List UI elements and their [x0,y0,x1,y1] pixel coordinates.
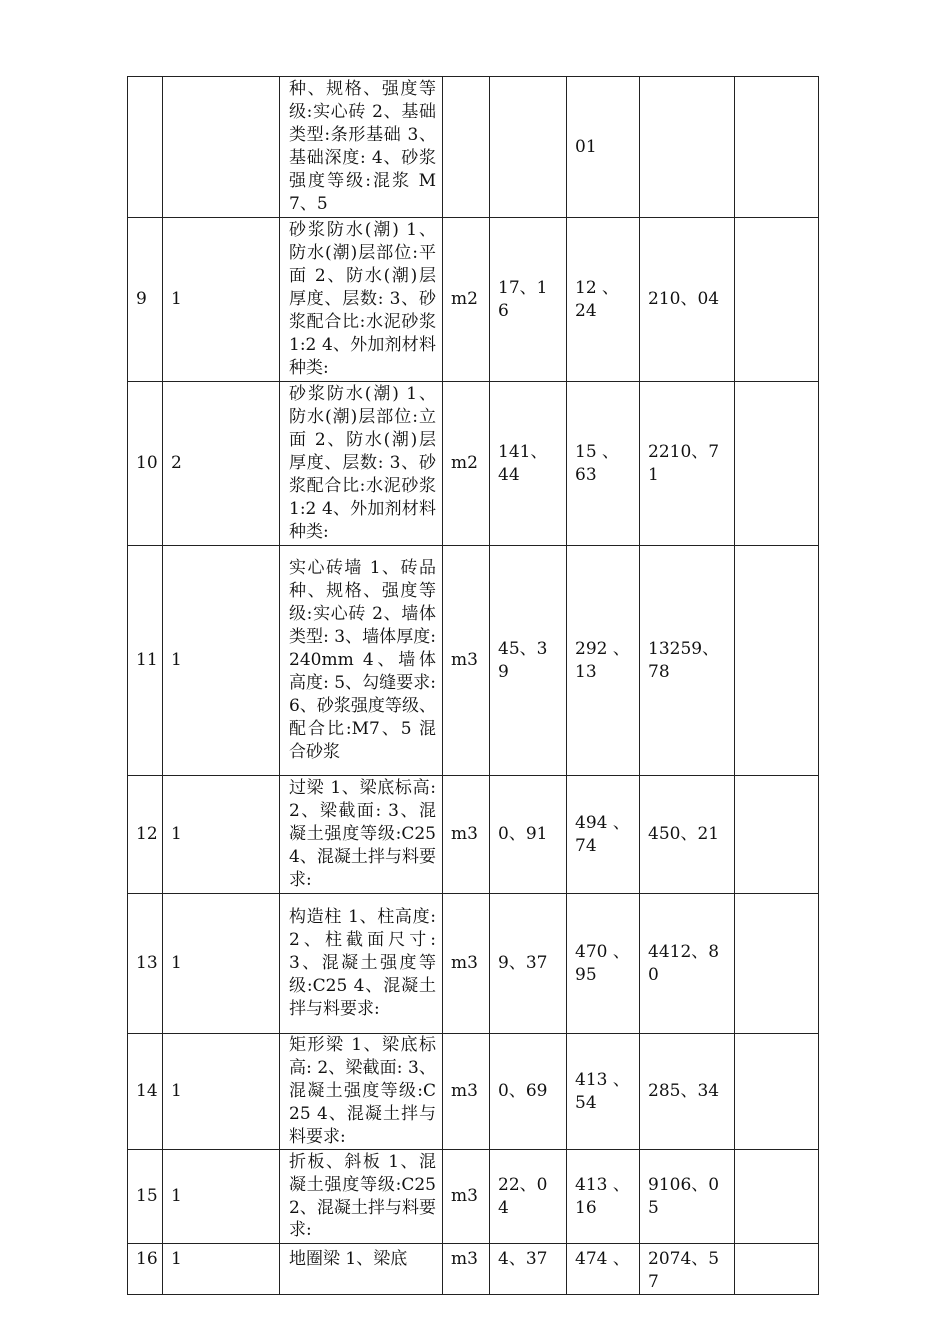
row-quantity: 1 [163,1150,280,1244]
row-total [640,77,735,218]
table-row [128,218,819,382]
bill-of-quantities-table [127,76,819,1295]
row-note [735,894,819,1034]
row-unit-price: 12 、 24 [567,218,640,382]
table-row [128,1244,819,1295]
row-quantity: 2 [163,382,280,546]
row-quantity: 1 [163,894,280,1034]
table-row [128,1150,819,1244]
table-row [128,77,819,218]
row-total: 450、21 [640,776,735,894]
row-unit-price: 292 、13 [567,546,640,776]
row-total: 285、34 [640,1034,735,1150]
row-unit-price: 474 、 [567,1244,640,1295]
row-amount [490,77,567,218]
quantity-table-page [127,76,818,1292]
row-amount: 0、91 [490,776,567,894]
row-quantity: 1 [163,1244,280,1295]
row-unit-price: 413 、54 [567,1034,640,1150]
row-unit: m3 [443,546,490,776]
row-number: 11 [128,546,163,776]
row-description: 矩形梁 1、梁底标高: 2、梁截面: 3、混凝土强度等级:C25 4、混凝土拌与料要求: [280,1034,443,1150]
row-description: 地圈梁 1、梁底 [280,1244,443,1295]
row-note [735,218,819,382]
row-description: 实心砖墙 1、砖品种、规格、强度等级:实心砖 2、墙体类型: 3、墙体厚度:240mm 4、墙体高度: 5、勾缝要求: 6、砂浆强度等级、配合比:M7、5 混合砂浆 [280,546,443,776]
row-quantity [163,77,280,218]
row-quantity: 1 [163,546,280,776]
row-description: 种、规格、强度等级:实心砖 2、基础类型:条形基础 3、基础深度: 4、砂浆强度等级:混浆 M7、5 [280,77,443,218]
row-unit: m3 [443,1150,490,1244]
row-unit: m3 [443,894,490,1034]
row-unit-price: 470 、95 [567,894,640,1034]
row-total: 4412、80 [640,894,735,1034]
row-number: 13 [128,894,163,1034]
row-total: 2210、71 [640,382,735,546]
table-row [128,1034,819,1150]
row-note [735,1244,819,1295]
row-unit: m3 [443,1244,490,1295]
row-number: 9 [128,218,163,382]
table-row [128,546,819,776]
row-amount: 22、04 [490,1150,567,1244]
row-unit-price: 494 、74 [567,776,640,894]
row-amount: 4、37 [490,1244,567,1295]
row-note [735,1150,819,1244]
row-unit-price: 01 [567,77,640,218]
row-quantity: 1 [163,776,280,894]
row-quantity: 1 [163,1034,280,1150]
row-unit [443,77,490,218]
row-unit: m2 [443,218,490,382]
row-number: 12 [128,776,163,894]
row-unit: m3 [443,1034,490,1150]
row-description: 砂浆防水(潮) 1、防水(潮)层部位:平面 2、防水(潮)层厚度、层数: 3、砂浆配合比:水泥砂浆 1:2 4、外加剂材料种类: [280,218,443,382]
row-description: 折板、斜板 1、混凝土强度等级:C25 2、混凝土拌与料要求: [280,1150,443,1244]
row-description: 构造柱 1、柱高度: 2、柱截面尺寸: 3、混凝土强度等级:C25 4、混凝土拌与料要求: [280,894,443,1034]
row-total: 210、04 [640,218,735,382]
row-amount: 45、39 [490,546,567,776]
row-note [735,382,819,546]
row-number: 14 [128,1034,163,1150]
row-amount: 0、69 [490,1034,567,1150]
row-note [735,77,819,218]
row-amount: 141、44 [490,382,567,546]
row-number: 10 [128,382,163,546]
row-amount: 17、16 [490,218,567,382]
row-number [128,77,163,218]
row-amount: 9、37 [490,894,567,1034]
table-row [128,894,819,1034]
row-total: 13259、78 [640,546,735,776]
row-note [735,1034,819,1150]
row-unit: m3 [443,776,490,894]
row-unit: m2 [443,382,490,546]
row-description: 过梁 1、梁底标高: 2、梁截面: 3、混凝土强度等级:C25 4、混凝土拌与料要求: [280,776,443,894]
row-number: 16 [128,1244,163,1295]
row-number: 15 [128,1150,163,1244]
row-note [735,546,819,776]
row-total: 9106、05 [640,1150,735,1244]
row-unit-price: 15 、 63 [567,382,640,546]
row-unit-price: 413 、16 [567,1150,640,1244]
table-row [128,776,819,894]
row-description: 砂浆防水(潮) 1、防水(潮)层部位:立面 2、防水(潮)层厚度、层数: 3、砂浆配合比:水泥砂浆 1:2 4、外加剂材料种类: [280,382,443,546]
row-note [735,776,819,894]
row-total: 2074、57 [640,1244,735,1295]
table-row [128,382,819,546]
row-quantity: 1 [163,218,280,382]
